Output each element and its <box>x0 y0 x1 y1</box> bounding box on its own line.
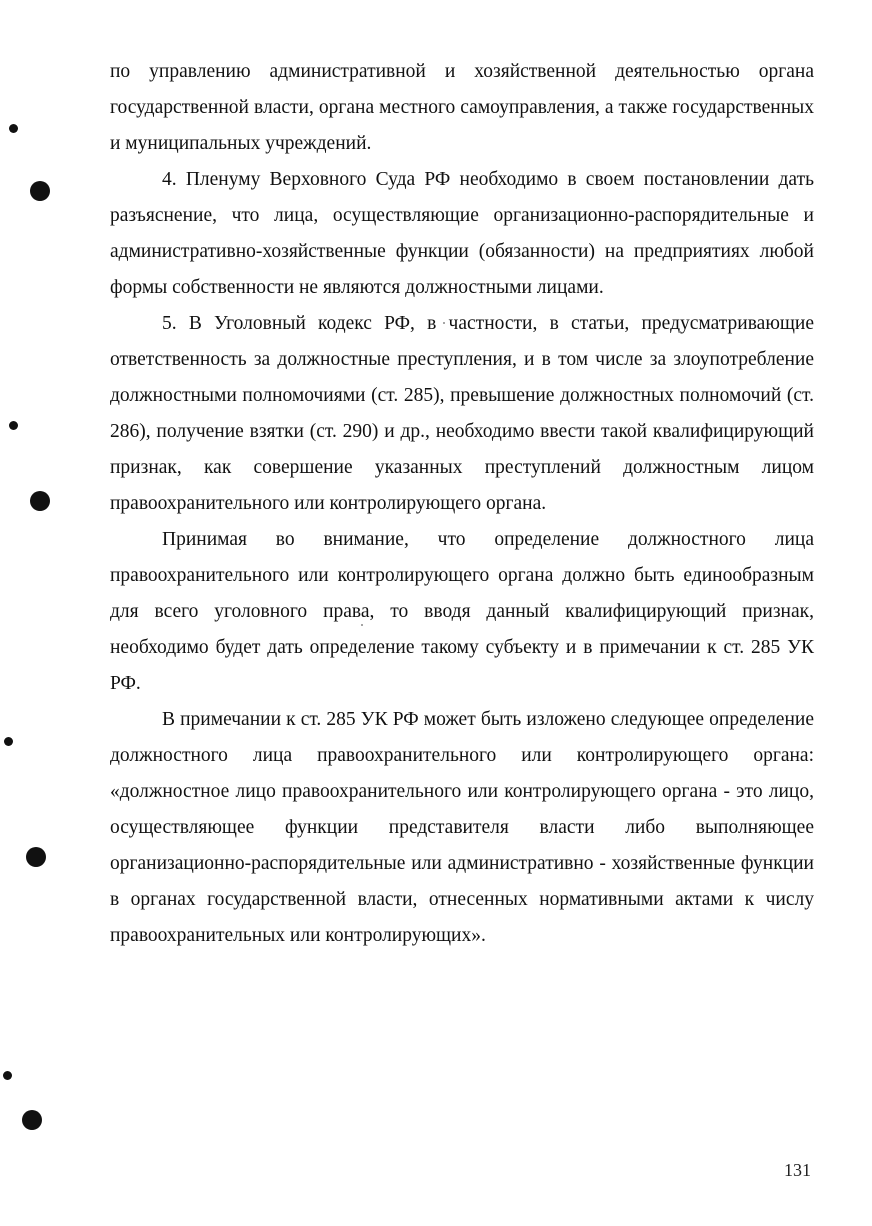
paragraph-item-4: 4. Пленуму Верховного Суда РФ необходимо в своем постановлении дать разъяснение, что лица, осуществляющие организационно-распорядительные и административно-хозяйственные функции (обязанности) на предприятиях любой формы собственности не являются должностными лицами. <box>110 169 814 298</box>
punch-hole-mark <box>26 847 46 867</box>
paragraph-continuation: по управлению административной и хозяйственной деятельностью органа государственной власти, органа местного самоуправления, а также государственных и муниципальных учреждений. <box>110 61 814 154</box>
punch-hole-mark <box>22 1110 42 1130</box>
page-number: 131 <box>784 1160 811 1180</box>
document-body <box>110 54 814 954</box>
paragraph-definition-intro: Принимая во внимание, что определение должностного лица правоохранительного или контролирующего органа должно быть единообразным для всего уголовного права, то вводя данный квалифицирующий признак, необходимо будет дать определение такому субъекту и в примечании к ст. 285 УК РФ. <box>110 529 814 694</box>
paragraph-item-5: 5. В Уголовный кодекс РФ, в частности, в статьи, предусматривающие ответственность за должностные преступления, и в том числе за злоупотребление должностными полномочиями (ст. 285), превышение должностных полномочий (ст. 286), получение взятки (ст. 290) и др., необходимо ввести такой квалифицирующий признак, как совершение указанных преступлений должностным лицом правоохранительного или контролирующего органа. <box>110 313 814 514</box>
punch-hole-mark <box>30 491 50 511</box>
punch-hole-mark <box>3 1071 12 1080</box>
punch-hole-mark <box>30 181 50 201</box>
punch-hole-mark <box>4 737 13 746</box>
paragraph-definition: В примечании к ст. 285 УК РФ может быть изложено следующее определение должностного лица правоохранительного или контролирующего органа: «должностное лицо правоохранительного или контролирующего органа - это лицо, осуществляющее функции представителя власти либо выполняющее организационно-распорядительные или административно - хозяйственные функции в органах государственной власти, отнесенных нормативными актами к числу правоохранительных или контролирующих». <box>110 709 814 946</box>
punch-hole-mark <box>9 124 18 133</box>
punch-hole-mark <box>9 421 18 430</box>
